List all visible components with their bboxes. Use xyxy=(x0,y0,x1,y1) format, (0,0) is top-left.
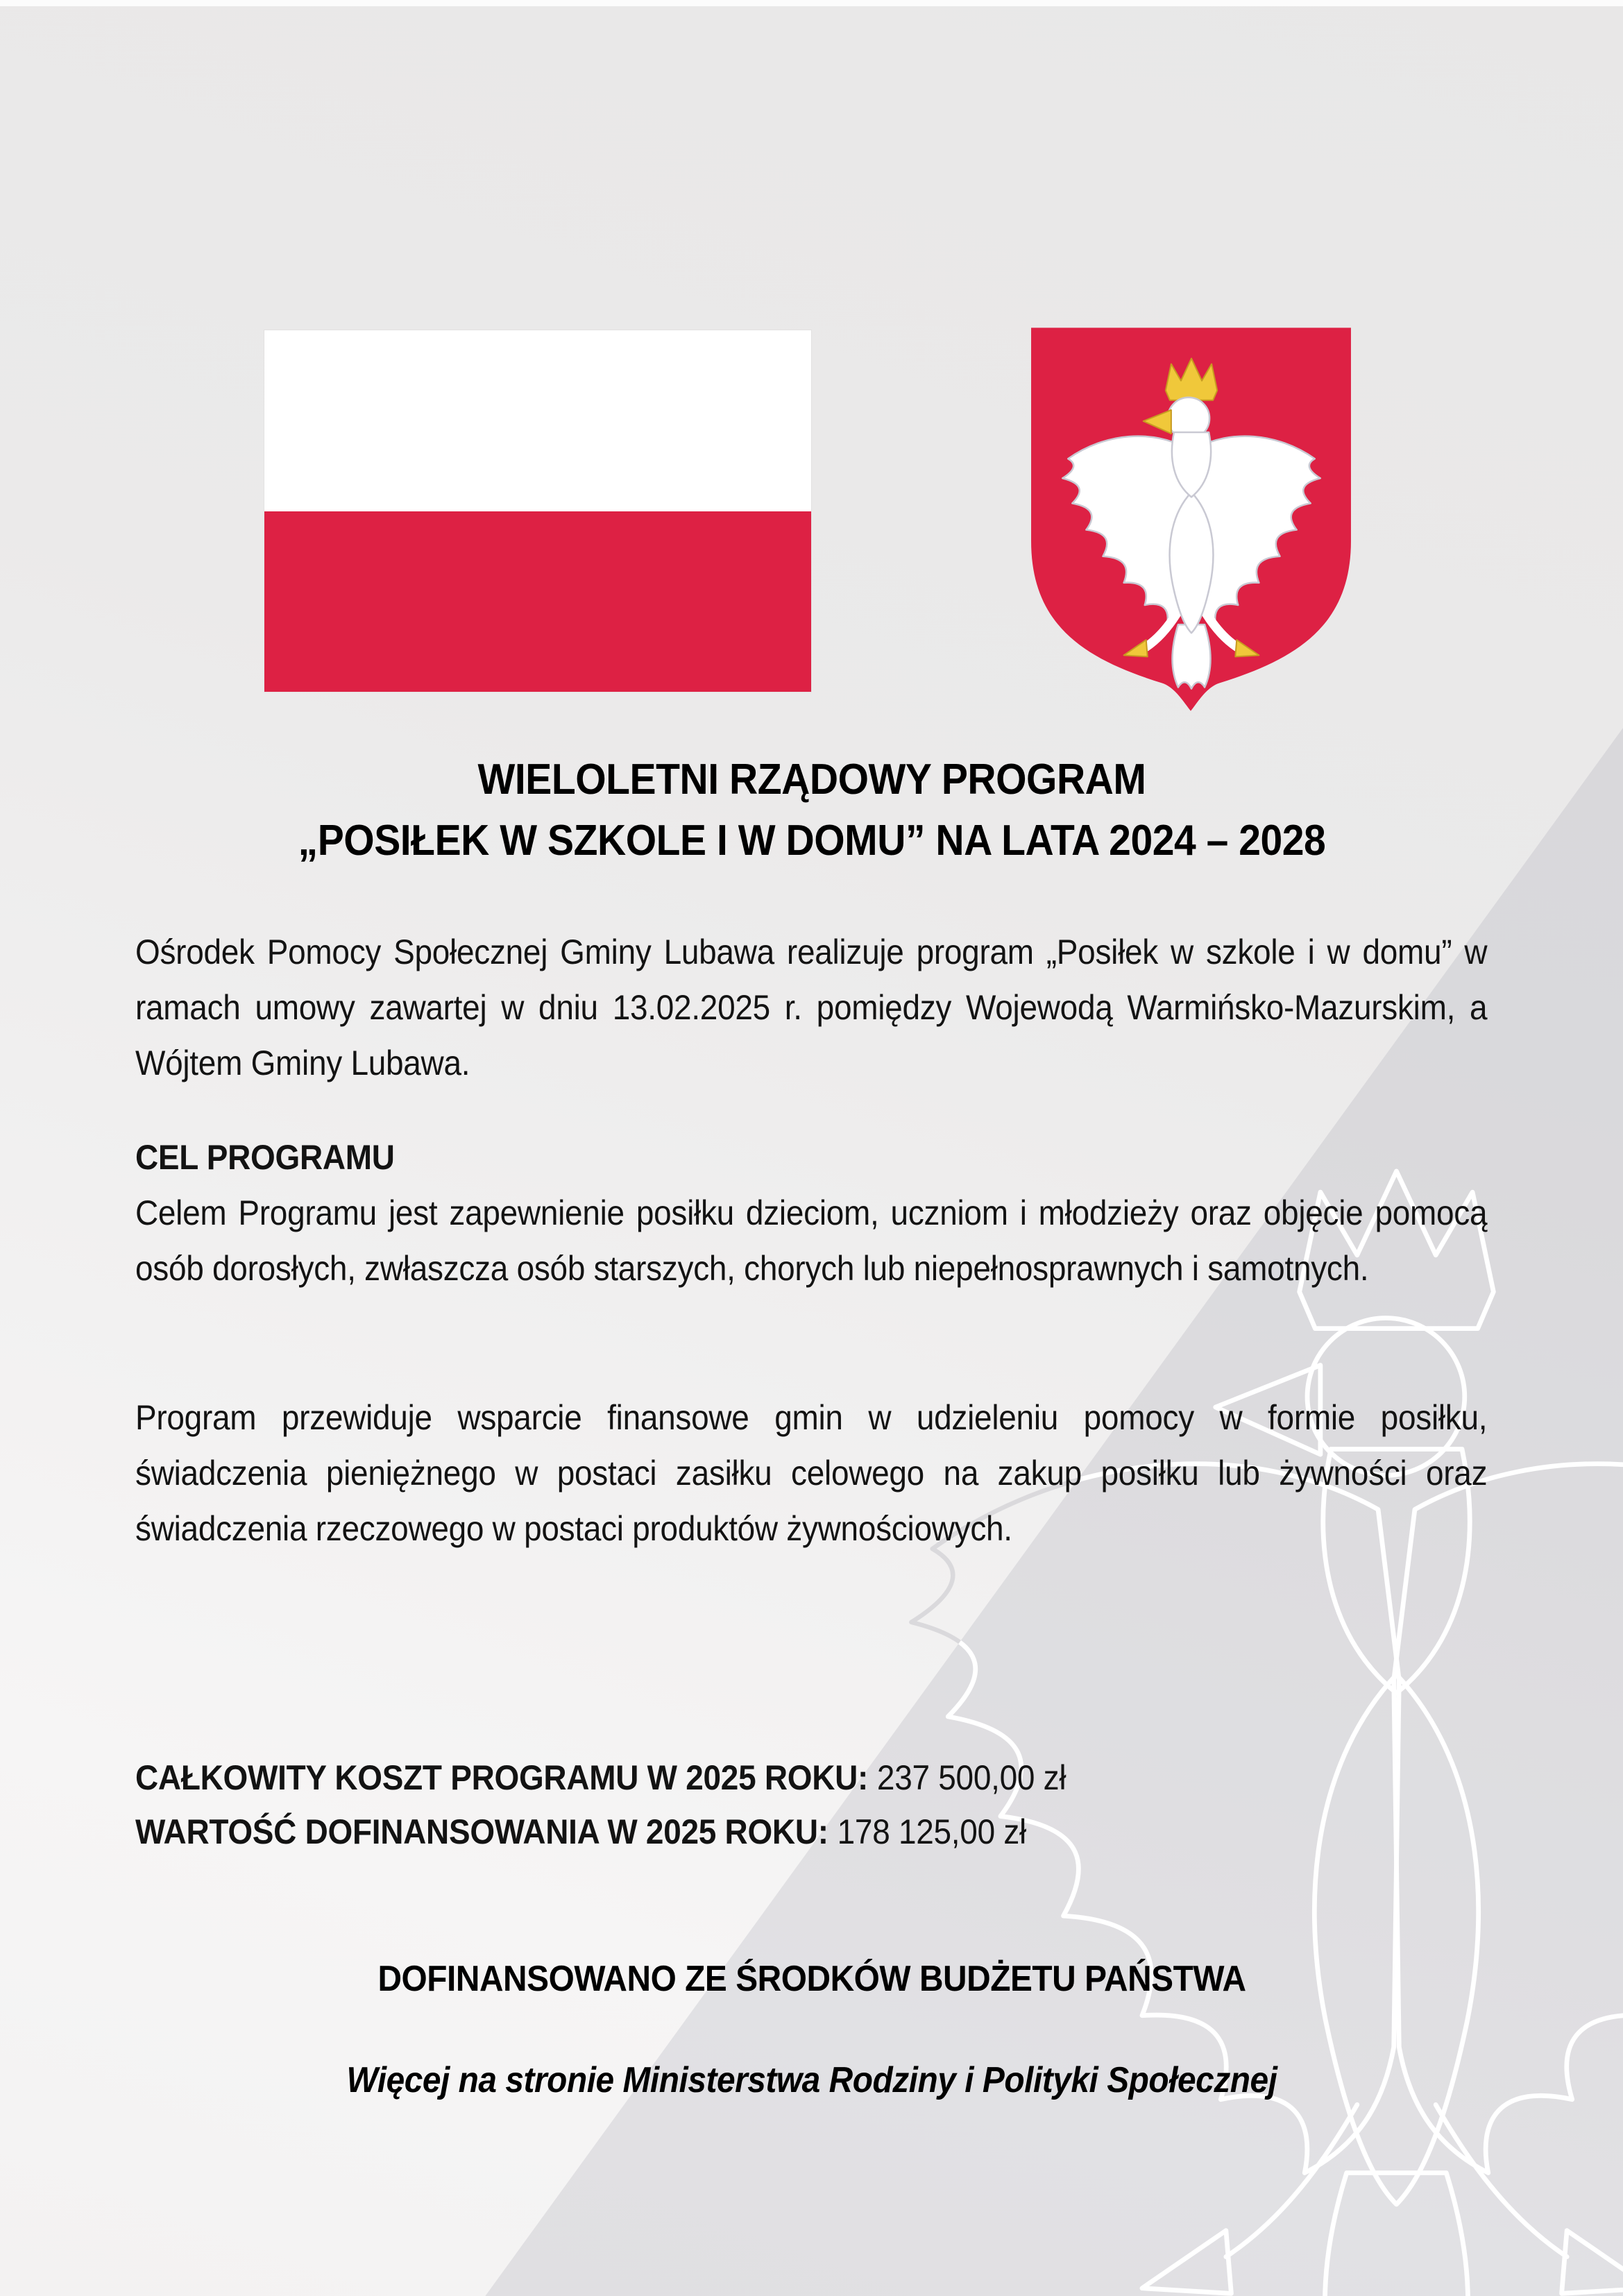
goal-heading: CEL PROGRAMU xyxy=(135,1138,395,1177)
funding-source-line: DOFINANSOWANO ZE ŚRODKÓW BUDŻETU PAŃSTWA xyxy=(377,1959,1246,1999)
total-cost-label: CAŁKOWITY KOSZT PROGRAMU W 2025 ROKU: xyxy=(135,1758,869,1797)
funding-amount-line xyxy=(135,1805,1487,1859)
costs-block xyxy=(135,1751,1487,1859)
funding-amount-value: 178 125,00 zł xyxy=(837,1812,1026,1851)
flag-red-stripe xyxy=(264,511,811,692)
goal-section xyxy=(135,1130,1487,1296)
polish-coat-of-arms xyxy=(1026,325,1357,715)
intro-paragraph: Ośrodek Pomocy Społecznej Gminy Lubawa realizuje program „Posiłek w szkole i w domu” w ramach umowy zawartej w dniu 13.02.2025 r. pomiędzy Wojewodą Warmińsko-Mazurskim, a Wójtem Gminy Lubawa. xyxy=(135,933,1488,1082)
more-info-line: Więcej na stronie Ministerstwa Rodziny i Polityki Społecznej xyxy=(346,2060,1277,2100)
funding-amount-label: WARTOŚĆ DOFINANSOWANIA W 2025 ROKU: xyxy=(135,1812,829,1851)
support-paragraph: Program przewiduje wsparcie finansowe gmin w udzieleniu pomocy w formie posiłku, świadczenia pieniężnego w postaci zasiłku celowego na zakup posiłku lub żywności oraz świadczenia rzeczowego w postaci produktów żywnościowych. xyxy=(135,1398,1488,1548)
goal-paragraph: Celem Programu jest zapewnienie posiłku dzieciom, uczniom i młodzieży oraz objęcie pomocą osób dorosłych, zwłaszcza osób starszych, chorych lub niepełnosprawnych i samotnych. xyxy=(135,1193,1488,1288)
program-title xyxy=(135,749,1488,871)
page-top-edge xyxy=(0,0,1623,6)
program-title-line1: WIELOLETNI RZĄDOWY PROGRAM xyxy=(477,756,1146,803)
polish-flag xyxy=(264,330,811,692)
total-cost-value: 237 500,00 zł xyxy=(876,1758,1067,1797)
flag-white-stripe xyxy=(264,330,811,511)
total-cost-line xyxy=(135,1751,1487,1805)
program-title-line2: „POSIŁEK W SZKOLE I W DOMU” NA LATA 2024 – 2028 xyxy=(298,817,1326,865)
